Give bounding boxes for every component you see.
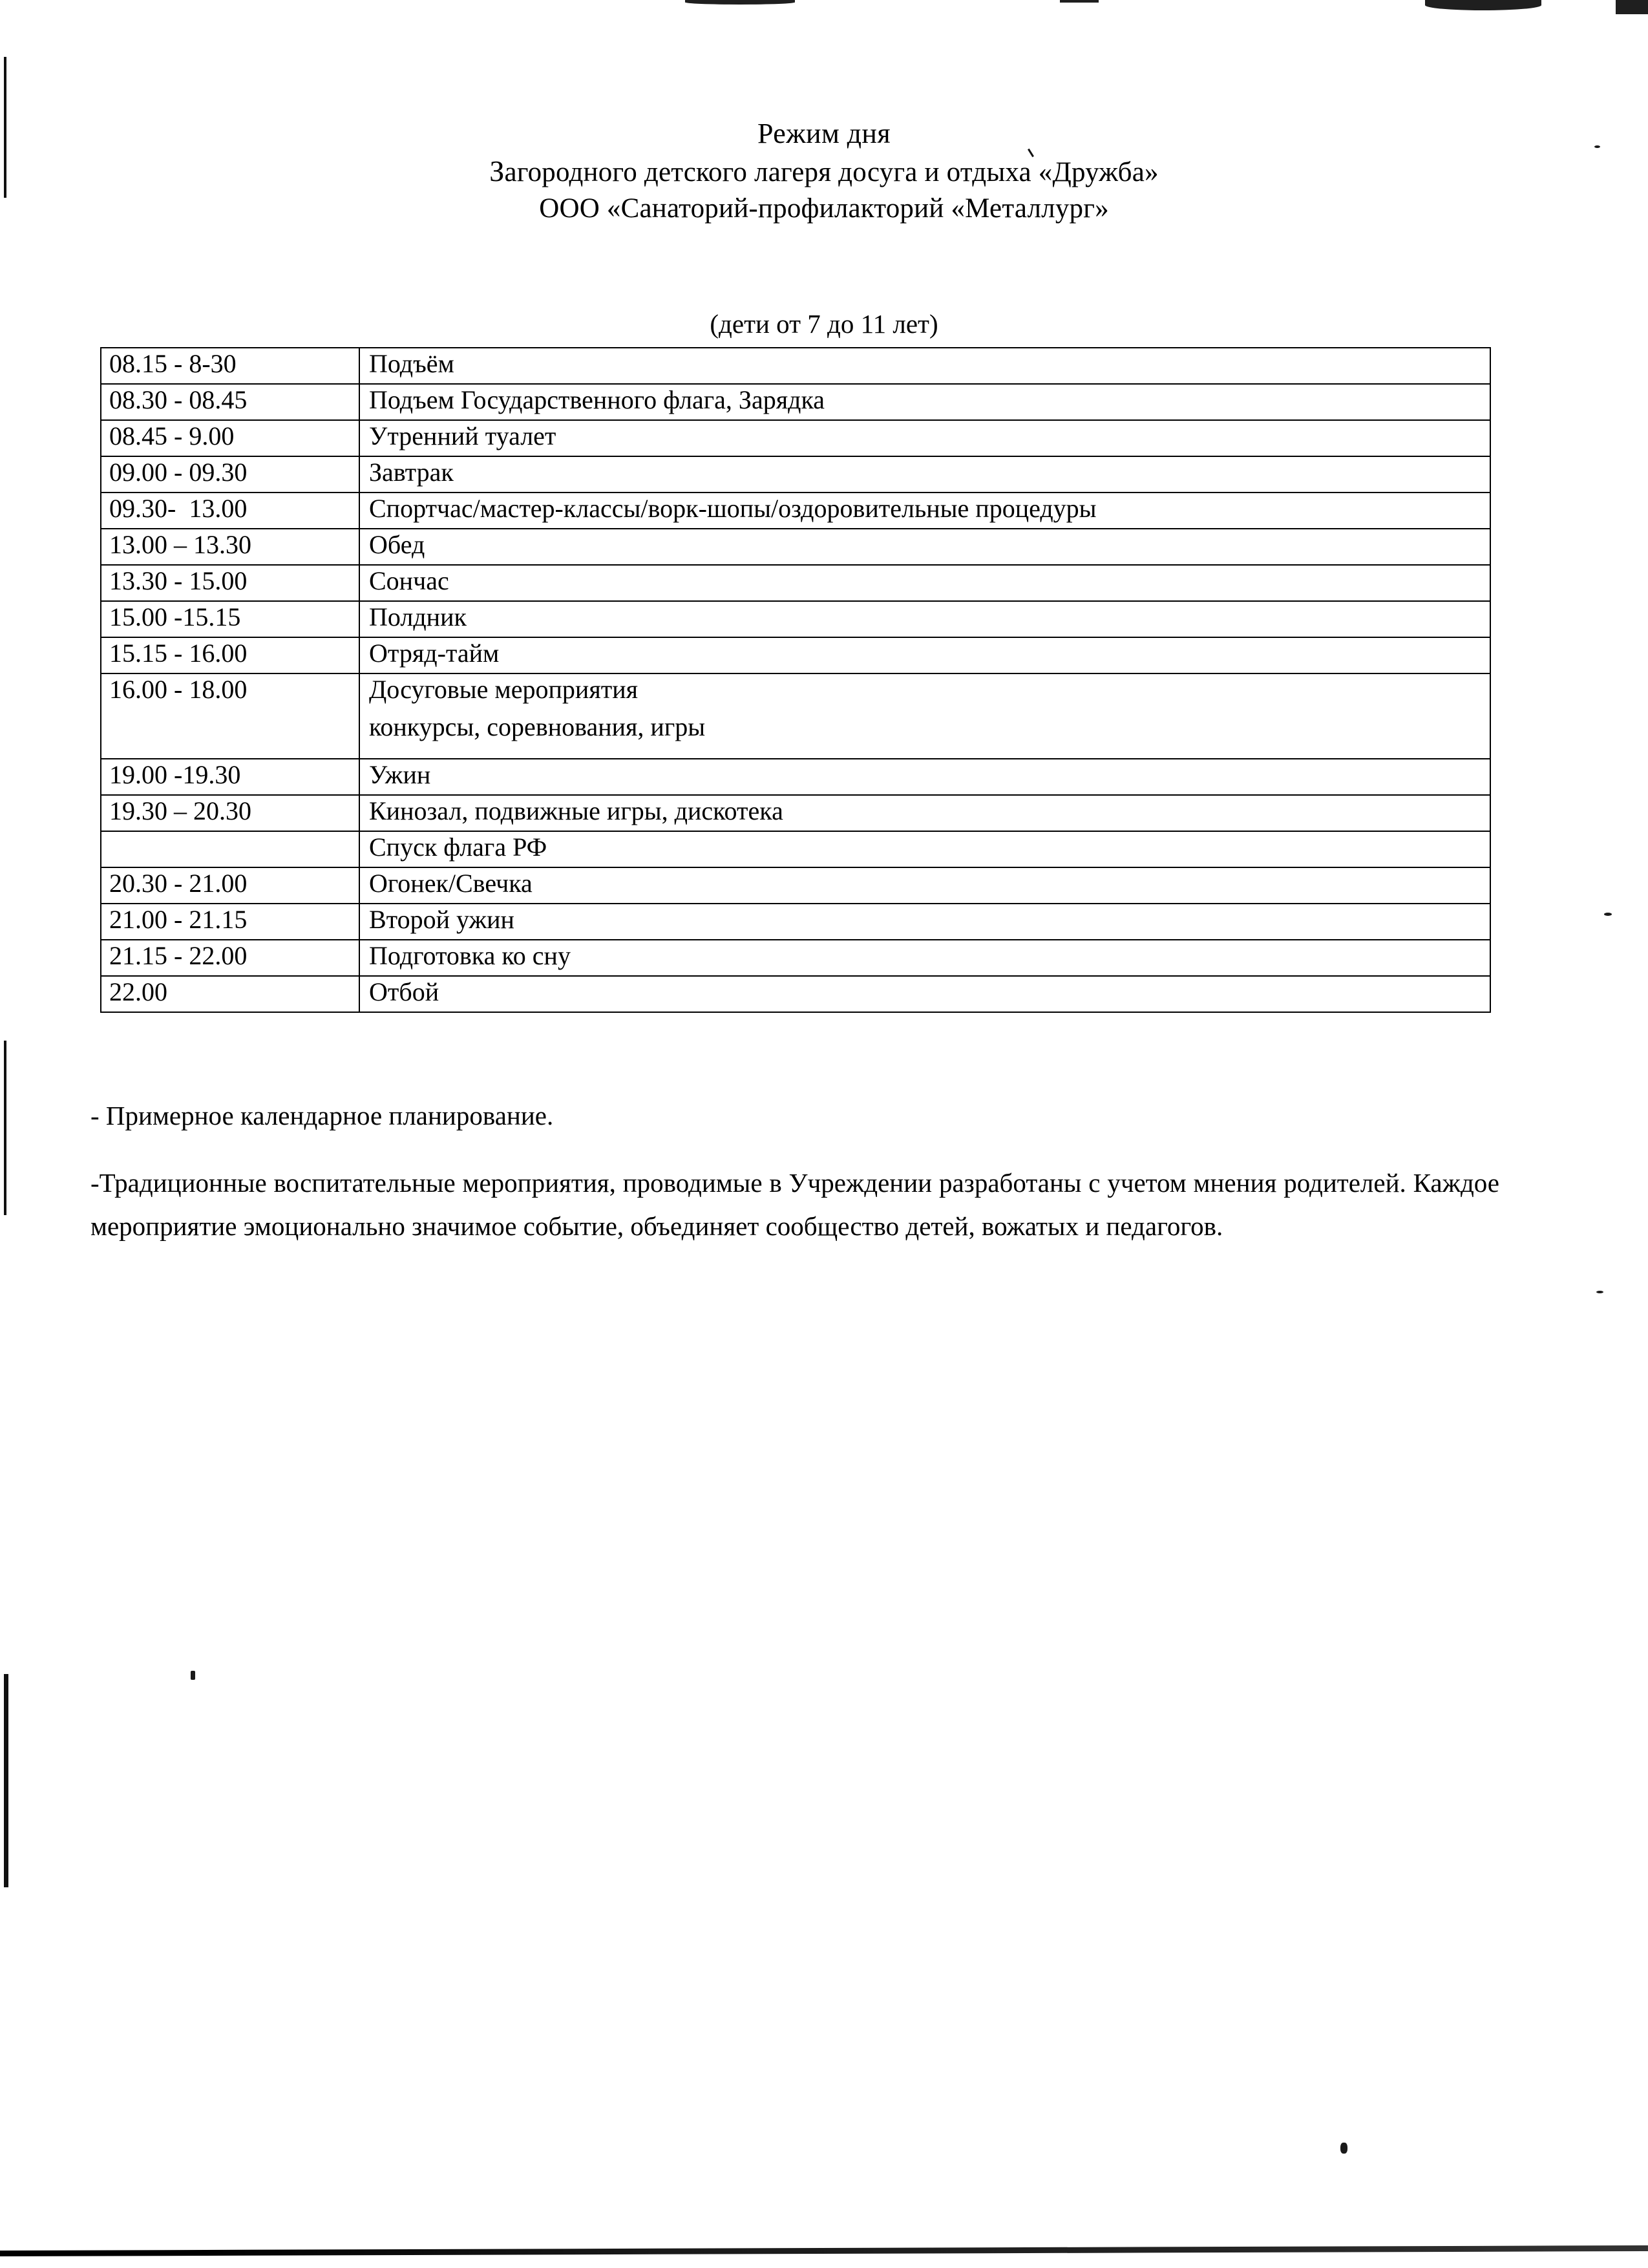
table-row xyxy=(101,348,1490,384)
schedule-time-cell: 21.15 - 22.00 xyxy=(101,940,359,976)
table-row xyxy=(101,831,1490,867)
schedule-table-container xyxy=(100,347,1491,1013)
schedule-activity-cell: Второй ужин xyxy=(359,904,1490,940)
schedule-time-cell: 08.30 - 08.45 xyxy=(101,384,359,420)
schedule-activity-cell: Утренний туалет xyxy=(359,420,1490,456)
schedule-activity-cell: Отбой xyxy=(359,976,1490,1012)
schedule-time-cell: 21.00 - 21.15 xyxy=(101,904,359,940)
page-title xyxy=(0,115,1648,227)
schedule-time-cell: 19.00 -19.30 xyxy=(101,759,359,795)
table-row xyxy=(101,529,1490,565)
schedule-time-cell xyxy=(101,831,359,867)
page-subtitle-age-group: (дети от 7 до 11 лет) xyxy=(710,309,938,339)
note-calendar-planning: - Примерное календарное планирование. xyxy=(90,1101,554,1130)
title-line-primary: Режим дня xyxy=(757,118,891,149)
schedule-time-cell: 16.00 - 18.00 xyxy=(101,673,359,759)
table-row xyxy=(101,940,1490,976)
scan-speck-right-lower xyxy=(1596,1291,1603,1293)
schedule-activity-cell: Сончас xyxy=(359,565,1490,601)
table-row xyxy=(101,904,1490,940)
schedule-activity-cell: Полдник xyxy=(359,601,1490,637)
schedule-activity-cell: Обед xyxy=(359,529,1490,565)
schedule-activity-cell: Ужин xyxy=(359,759,1490,795)
table-row xyxy=(101,493,1490,529)
table-row xyxy=(101,637,1490,673)
schedule-time-cell: 08.15 - 8-30 xyxy=(101,348,359,384)
schedule-time-cell: 13.30 - 15.00 xyxy=(101,565,359,601)
schedule-activity-cell: Завтрак xyxy=(359,456,1490,493)
title-camp-rest: агородного детского лагеря досуга и отдыха «Дружба» xyxy=(504,157,1159,188)
table-row xyxy=(101,601,1490,637)
schedule-activity-line-1: Досуговые мероприятия xyxy=(369,675,638,704)
scan-artifact-top-right xyxy=(1425,0,1541,10)
scan-artifact-bottom-edge xyxy=(0,2245,1648,2256)
schedule-time-cell: 09.00 - 09.30 xyxy=(101,456,359,493)
schedule-time-cell: 08.45 - 9.00 xyxy=(101,420,359,456)
schedule-activity-cell: Отряд-тайм xyxy=(359,637,1490,673)
notes-section xyxy=(90,1070,1506,1274)
table-row xyxy=(101,759,1490,795)
schedule-table xyxy=(100,347,1491,1013)
schedule-activity-cell: Подъём xyxy=(359,348,1490,384)
table-row xyxy=(101,384,1490,420)
schedule-activity-cell: Спортчас/мастер-классы/ворк-шопы/оздоровительные процедуры xyxy=(359,493,1490,529)
scan-artifact-top-left xyxy=(685,0,795,5)
title-line-organization: ООО «Санаторий-профилакторий «Металлург» xyxy=(539,193,1109,224)
schedule-activity-cell: Спуск флага РФ xyxy=(359,831,1490,867)
note-traditional-events: -Традиционные воспитательные мероприятия, проводимые в Учреждении разработаны с учетом мнения родителей. Каждое мероприятие эмоционально значимое событие, объединяет сообщество детей, вожатых и педагогов. xyxy=(90,1168,1506,1241)
table-row xyxy=(101,867,1490,904)
title-drop-cap: З xyxy=(489,154,505,188)
scan-artifact-top-corner xyxy=(1616,0,1648,14)
schedule-activity-cell xyxy=(359,673,1490,759)
schedule-time-cell: 22.00 xyxy=(101,976,359,1012)
schedule-time-cell: 09.30- 13.00 xyxy=(101,493,359,529)
schedule-time-cell: 15.15 - 16.00 xyxy=(101,637,359,673)
scan-speck-right-mid xyxy=(1604,913,1612,916)
schedule-activity-cell: Подъем Государственного флага, Зарядка xyxy=(359,384,1490,420)
table-row xyxy=(101,456,1490,493)
scan-speck-right-bottom xyxy=(1340,2143,1347,2154)
scan-artifact-left-edge-lower xyxy=(4,1674,8,1887)
scan-artifact-left-edge-mid xyxy=(4,1041,6,1215)
schedule-activity-cell: Кинозал, подвижные игры, дискотека xyxy=(359,795,1490,831)
table-row xyxy=(101,795,1490,831)
table-row xyxy=(101,420,1490,456)
schedule-activity-cell: Огонек/Свечка xyxy=(359,867,1490,904)
title-line-camp xyxy=(0,152,1648,191)
table-row xyxy=(101,976,1490,1012)
schedule-activity-cell: Подготовка ко сну xyxy=(359,940,1490,976)
schedule-table-body xyxy=(101,348,1490,1012)
table-row xyxy=(101,673,1490,759)
schedule-time-cell: 20.30 - 21.00 xyxy=(101,867,359,904)
schedule-time-cell: 13.00 – 13.30 xyxy=(101,529,359,565)
table-row xyxy=(101,565,1490,601)
scan-speck-left-lower xyxy=(191,1671,195,1680)
schedule-time-cell: 19.30 – 20.30 xyxy=(101,795,359,831)
scan-artifact-top-mid xyxy=(1060,0,1099,3)
schedule-activity-line-2: конкурсы, соревнования, игры xyxy=(369,712,706,741)
schedule-time-cell: 15.00 -15.15 xyxy=(101,601,359,637)
